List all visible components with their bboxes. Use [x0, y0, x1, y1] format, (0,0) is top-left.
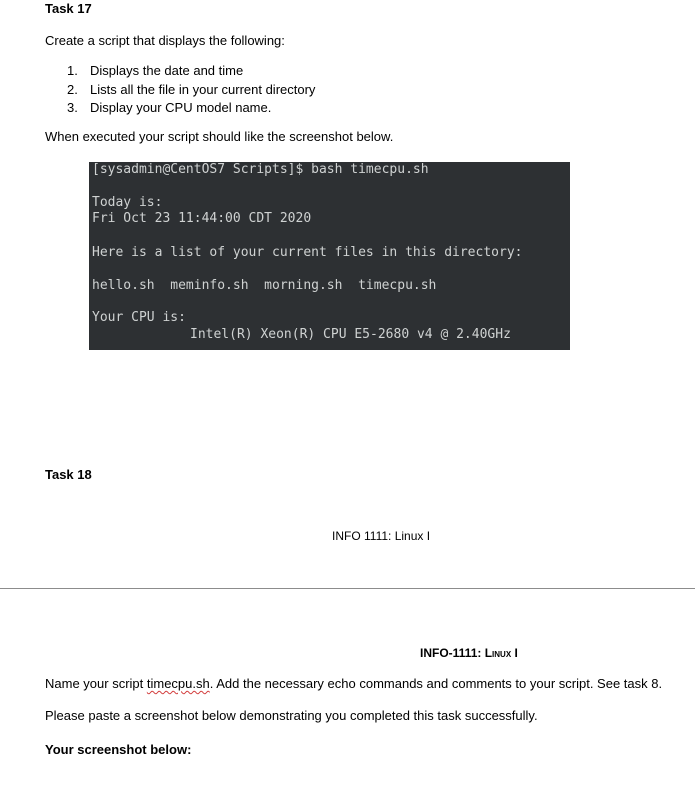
instruction-text: . Add the necessary echo commands and comments to your script. See task 8. [209, 676, 663, 691]
list-number: 1. [67, 63, 78, 78]
header-course-name: Linux I [484, 646, 518, 660]
page-header [420, 646, 518, 660]
terminal-files-listing: hello.sh meminfo.sh morning.sh timecpu.sh [92, 278, 437, 293]
paste-instruction: Please paste a screenshot below demonstrating you completed this task successfully. [45, 708, 538, 723]
list-item-text: Displays the date and time [90, 63, 244, 78]
list-number: 3. [67, 100, 78, 115]
requirements-list [67, 62, 315, 118]
task-17-heading: Task 17 [45, 1, 92, 16]
list-number: 2. [67, 81, 78, 97]
page-footer: INFO 1111: Linux I [332, 529, 431, 543]
list-item-text: Display your CPU model name. [90, 100, 272, 115]
terminal-screenshot [89, 162, 570, 350]
task-18-heading: Task 18 [45, 467, 92, 482]
list-item [67, 62, 315, 81]
instruction-text: Name your script [45, 676, 147, 691]
script-name: timecpu.sh [146, 676, 210, 691]
terminal-cpu-label: Your CPU is: [92, 310, 186, 325]
expected-output-intro: When executed your script should like the screenshot below. [45, 129, 394, 144]
screenshot-label: Your screenshot below: [45, 742, 192, 757]
header-course-code: INFO-1111: [420, 646, 482, 660]
terminal-prompt-line: [sysadmin@CentOS7 Scripts]$ bash timecpu.sh [92, 162, 429, 177]
terminal-files-label: Here is a list of your current files in this directory: [92, 245, 523, 260]
task-17-intro: Create a script that displays the following: [45, 33, 285, 48]
list-item [67, 99, 315, 118]
page-break [0, 588, 695, 589]
terminal-today-label: Today is: [92, 195, 163, 210]
terminal-cpu-model: Intel(R) Xeon(R) CPU E5-2680 v4 @ 2.40GHz [190, 327, 511, 342]
list-item [67, 81, 315, 100]
terminal-date-value: Fri Oct 23 11:44:00 CDT 2020 [92, 211, 312, 226]
name-script-instruction [45, 676, 662, 691]
list-item-text: Lists all the file in your current directory [90, 81, 316, 97]
